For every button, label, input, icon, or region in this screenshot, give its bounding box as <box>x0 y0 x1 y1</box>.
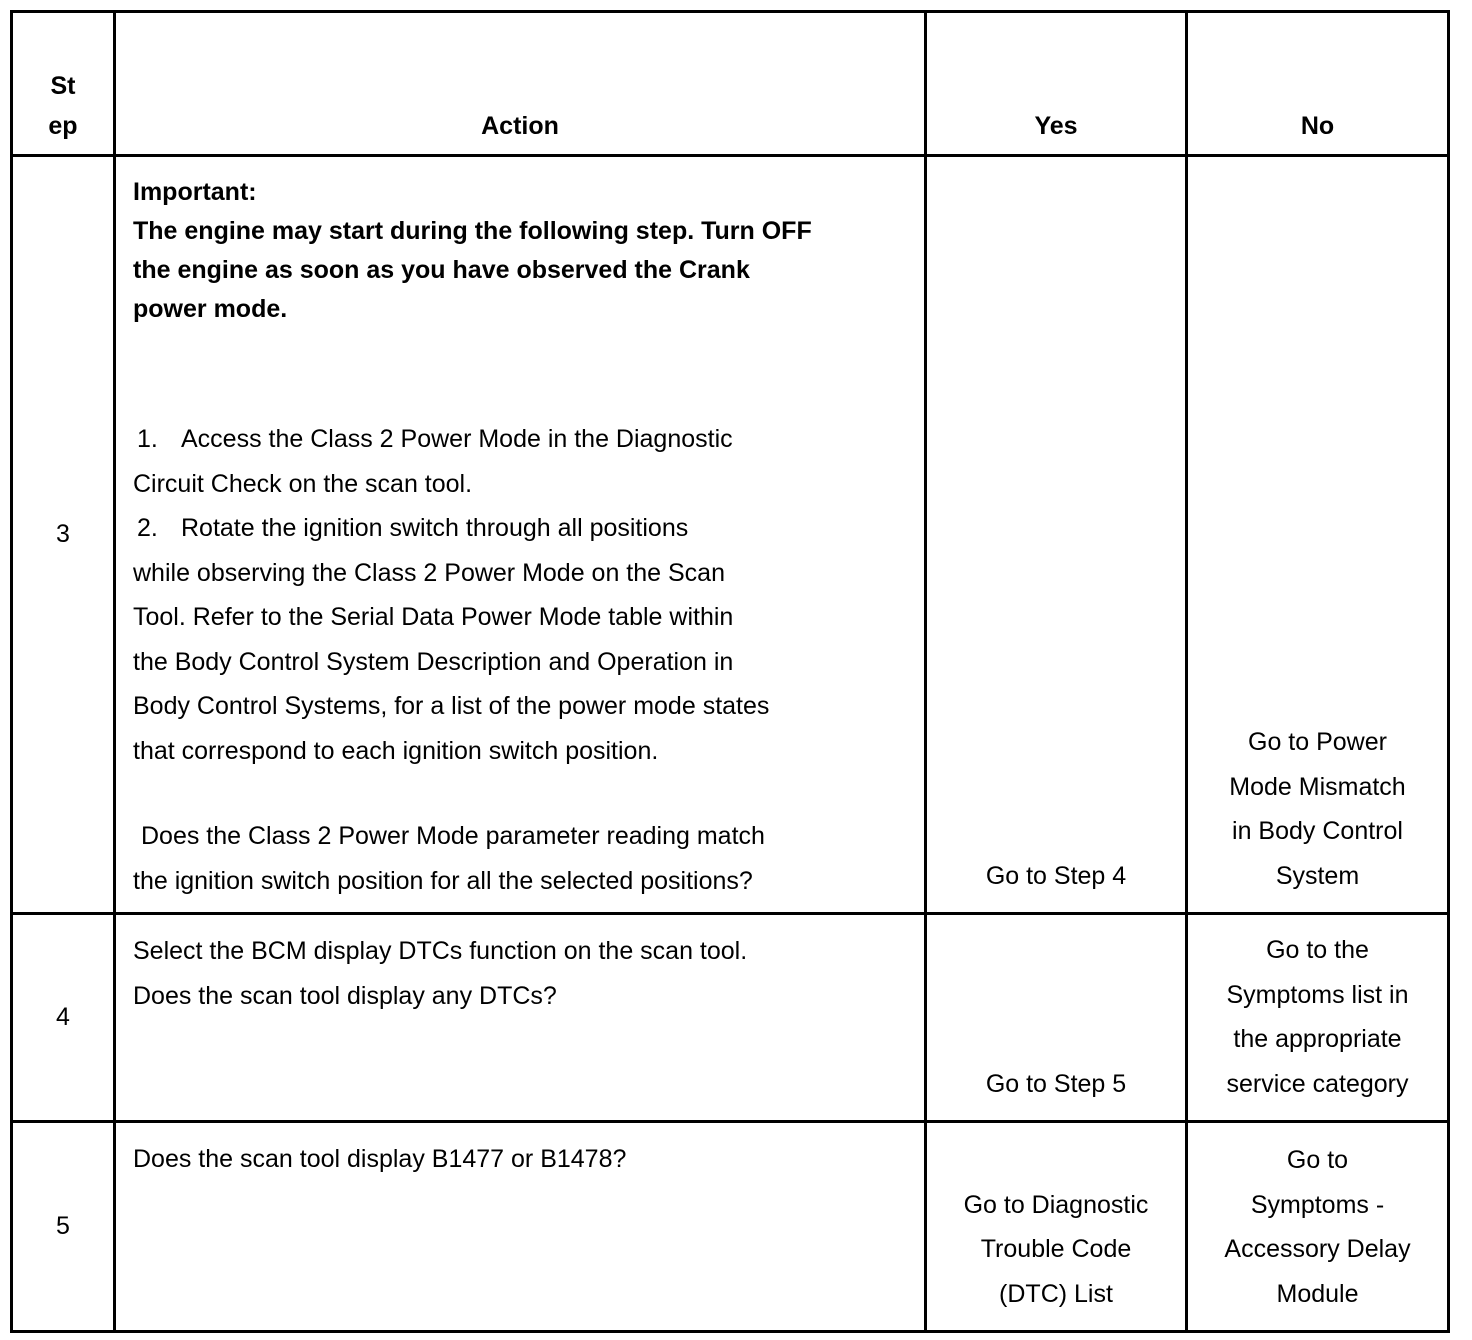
item-text: Tool. Refer to the Serial Data Power Mode table within <box>133 603 734 631</box>
no-line: Module <box>1276 1279 1359 1308</box>
no-line: the appropriate <box>1233 1025 1402 1053</box>
action-cell <box>115 1122 926 1332</box>
action-cell <box>115 914 926 1122</box>
item-text: that correspond to each ignition switch position. <box>133 736 659 765</box>
item-text: Body Control Systems, for a list of the power mode states <box>133 692 770 720</box>
diagnostic-table <box>10 10 1450 1333</box>
procedure-item-1 <box>133 417 914 462</box>
yes-link-step-4[interactable]: Go to Step 4 <box>985 861 1127 890</box>
procedure-item-2 <box>133 506 914 551</box>
important-line: the engine as soon as you have observed the Crank <box>133 256 750 284</box>
item-text: while observing the Class 2 Power Mode on the Scan <box>133 558 725 587</box>
no-line: Symptoms list in <box>1226 980 1409 1009</box>
action-cell <box>115 156 926 914</box>
no-line: Accessory Delay <box>1224 1235 1411 1263</box>
yes-cell <box>926 914 1187 1122</box>
no-line: Symptoms - <box>1250 1190 1385 1219</box>
no-line: in Body Control <box>1232 817 1403 845</box>
yes-cell <box>926 1122 1187 1332</box>
important-line: power mode. <box>133 295 288 323</box>
item-text: Access the Class 2 Power Mode in the Diagnostic <box>181 425 733 453</box>
important-label: Important: <box>133 178 257 206</box>
important-line: The engine may start during the following step. Turn OFF <box>133 217 812 245</box>
yes-line: (DTC) List <box>999 1279 1113 1308</box>
table-row-step-4 <box>12 914 1449 1122</box>
no-line: Mode Mismatch <box>1229 772 1406 801</box>
question-line: Does the Class 2 Power Mode parameter reading match <box>141 822 765 850</box>
procedure-steps <box>133 417 914 773</box>
question-line: the ignition switch position for all the selected positions? <box>133 866 753 895</box>
table-header-row <box>12 12 1449 156</box>
step-number: 5 <box>12 1122 115 1332</box>
no-cell <box>1187 1122 1449 1332</box>
header-yes: Yes <box>926 12 1187 156</box>
table-row-step-3 <box>12 156 1449 914</box>
yes-line: Trouble Code <box>980 1235 1132 1263</box>
header-step-line2: ep <box>48 112 78 140</box>
header-step-line1: St <box>50 72 76 100</box>
no-line: Go to Power <box>1248 728 1387 756</box>
action-line: Does the scan tool display B1477 or B1478? <box>133 1145 627 1173</box>
item-text: Rotate the ignition switch through all positions <box>181 514 689 542</box>
important-note <box>133 173 914 329</box>
yes-cell <box>926 156 1187 914</box>
item-text: Circuit Check on the scan tool. <box>133 469 473 498</box>
step-number: 4 <box>12 914 115 1122</box>
question <box>133 814 914 903</box>
header-no: No <box>1187 12 1449 156</box>
table-row-step-5 <box>12 1122 1449 1332</box>
yes-line: Go to Diagnostic <box>963 1190 1149 1219</box>
item-number: 2. <box>137 514 158 542</box>
header-action: Action <box>115 12 926 156</box>
step-number: 3 <box>12 156 115 914</box>
yes-link-step-5[interactable]: Go to Step 5 <box>985 1069 1127 1098</box>
action-line: Does the scan tool display any DTCs? <box>133 981 557 1010</box>
no-line: System <box>1275 861 1360 890</box>
item-number: 1. <box>137 425 158 453</box>
item-text: the Body Control System Description and Operation in <box>133 647 734 676</box>
header-step <box>12 12 115 156</box>
no-line: Go to the <box>1266 936 1369 964</box>
no-cell <box>1187 156 1449 914</box>
no-line: service category <box>1226 1069 1409 1098</box>
action-line: Select the BCM display DTCs function on the scan tool. <box>133 937 748 965</box>
no-line: Go to <box>1286 1146 1349 1174</box>
no-cell <box>1187 914 1449 1122</box>
